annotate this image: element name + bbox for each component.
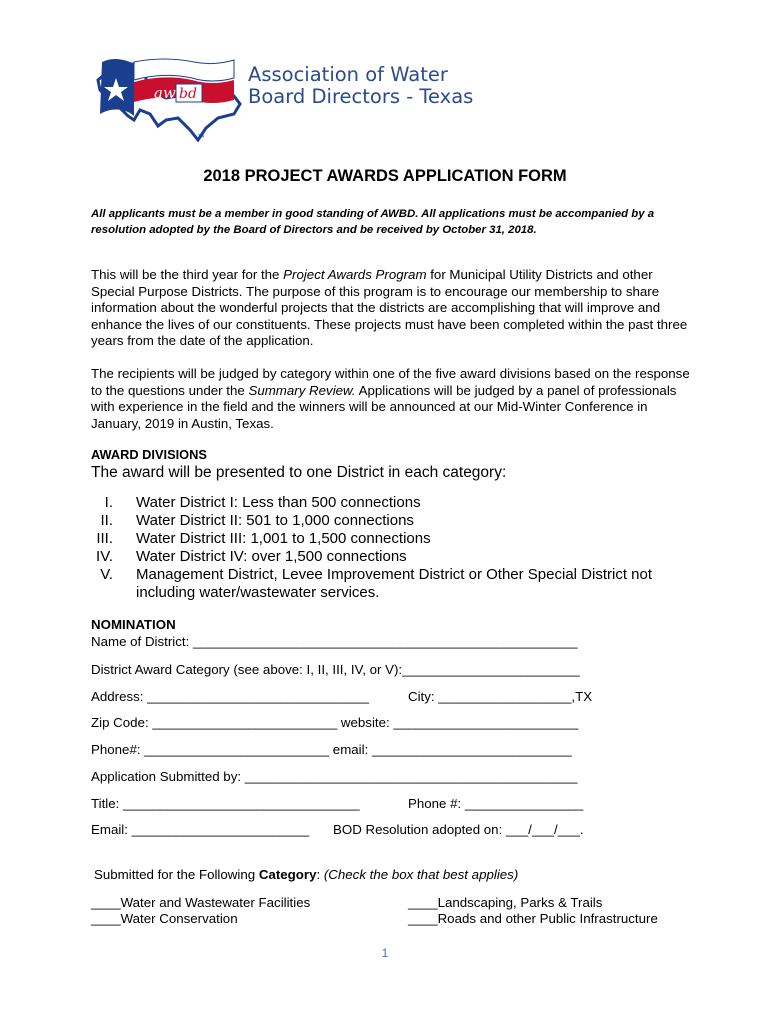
award-divisions-subheading: The award will be presented to one District in each category: [91, 464, 507, 481]
document-page: aw bd TM Association of Water Board Directors - Texas 2018 PROJECT AWARDS APPLICATION FORM All applicants must be a member in good standing of AWBD. All applications must be accompanied by a resolution adopted by the Board of Directors and be received by October 31, 2018. This will be the third year for the Project Awards Program for Municipal Utility Districts and other Special Purpose Districts. The purpose of this program is to encourage our membership to share information about the wonderful projects that the districts are accomplishing that will improve and enhance the lives of our constituents. These projects must have been completed within the past three years from the date of the application. The recipients will be judged by category within one of the five award divisions based on the response to the questions under the Summary Review. Applications will be judged by a panel of professionals with experience in the field and the winners will be announced at our Mid-Winter Conference in January, 2019 in Austin, Texas. AWARD DIVISIONS The award will be presented to one District in each category: I. Water District I: Less than 500 connections II. Water District II: 501 to 1,000 connections III. Water District III: 1,001 to 1,500 connections IV. Water District IV: over 1,500 connections V. Management District, Levee Improvement District or Other Special District not including water/wastewater services. NOMINATION Name of District: ____________________________________________________ District Award Category (see above: I, II, III, IV, or V):________________________ Address: ______________________________ City: __________________,TX Zip Code: _________________________ website: _________________________ Phone#: _________________________ email: ___________________________ Application Submitted by: _____________________________________________ Title: ________________________________ Phone #: ________________ Email: ________________________ BOD Resolution adopted on: ___/___/___. Submitted for the Following Category: (Check the box that best applies) ____Water and Wastewater Facilities ____Water Conservation ____Landscaping, Parks & Trails ____Roads and other Public Infrastructure 1 [0, 0, 770, 1024]
category-option-water-wastewater: ____Water and Wastewater Facilities [91, 895, 311, 910]
category-instruction: Submitted for the Following Category: (Check the box that best applies) [94, 867, 519, 882]
address-field: Address: ______________________________ [91, 689, 370, 704]
svg-text:TM: TM [198, 134, 204, 139]
intro-paragraph: This will be the third year for the Project Awards Program for Municipal Utility Districts and other Special Purpose Districts. The purpose of this program is to encourage our membership to share information about the wonderful projects that the districts are accomplishing that will improve and enhance the lives of our constituents. These projects must have been completed within the past three years from the date of the application. [91, 267, 688, 348]
form-title: 2018 PROJECT AWARDS APPLICATION FORM [203, 167, 567, 185]
judging-paragraph: The recipients will be judged by category within one of the five award divisions based on the response to the questions under the Summary Review. Applications will be judged by a panel of professionals with experience in the field and the winners will be announced at our Mid-Winter Conference in January, 2019 in Austin, Texas. [91, 366, 690, 431]
bod-resolution-field: BOD Resolution adopted on: ___/___/___. [333, 822, 584, 837]
logo-letters: aw [154, 84, 176, 102]
nomination-heading: NOMINATION [91, 617, 176, 632]
org-line-2: Board Directors - Texas [248, 85, 474, 108]
category-option-landscaping: ____Landscaping, Parks & Trails [408, 895, 603, 910]
city-field: City: __________________,TX [408, 689, 593, 704]
org-line-1: Association of Water [248, 63, 448, 86]
page-number: 1 [381, 946, 389, 960]
eligibility-notice: All applicants must be a member in good standing of AWBD. All applications must be accompanied by a resolution adopted by the Board of Directors and be received by October 31, 2018. [91, 208, 655, 236]
award-divisions-heading: AWARD DIVISIONS [91, 447, 207, 462]
category-option-roads: ____Roads and other Public Infrastructure [408, 911, 658, 926]
phone-number-field: Phone #: ________________ [408, 796, 584, 811]
organization-name [248, 64, 473, 108]
zip-website-field: Zip Code: _________________________ website: _________________________ [91, 715, 579, 730]
name-of-district-field: Name of District: ____________________________________________________ [91, 634, 578, 649]
email-field: Email: ________________________ [91, 822, 310, 837]
submitted-by-field: Application Submitted by: _____________________________________________ [91, 769, 578, 784]
category-option-water-conservation: ____Water Conservation [91, 911, 238, 926]
svg-text:bd: bd [179, 86, 197, 102]
award-category-field: District Award Category (see above: I, II, III, IV, or V):________________________ [91, 662, 580, 677]
awbd-texas-logo [94, 52, 244, 142]
phone-email-field: Phone#: _________________________ email: ___________________________ [91, 742, 572, 757]
title-field: Title: ________________________________ [91, 796, 360, 811]
